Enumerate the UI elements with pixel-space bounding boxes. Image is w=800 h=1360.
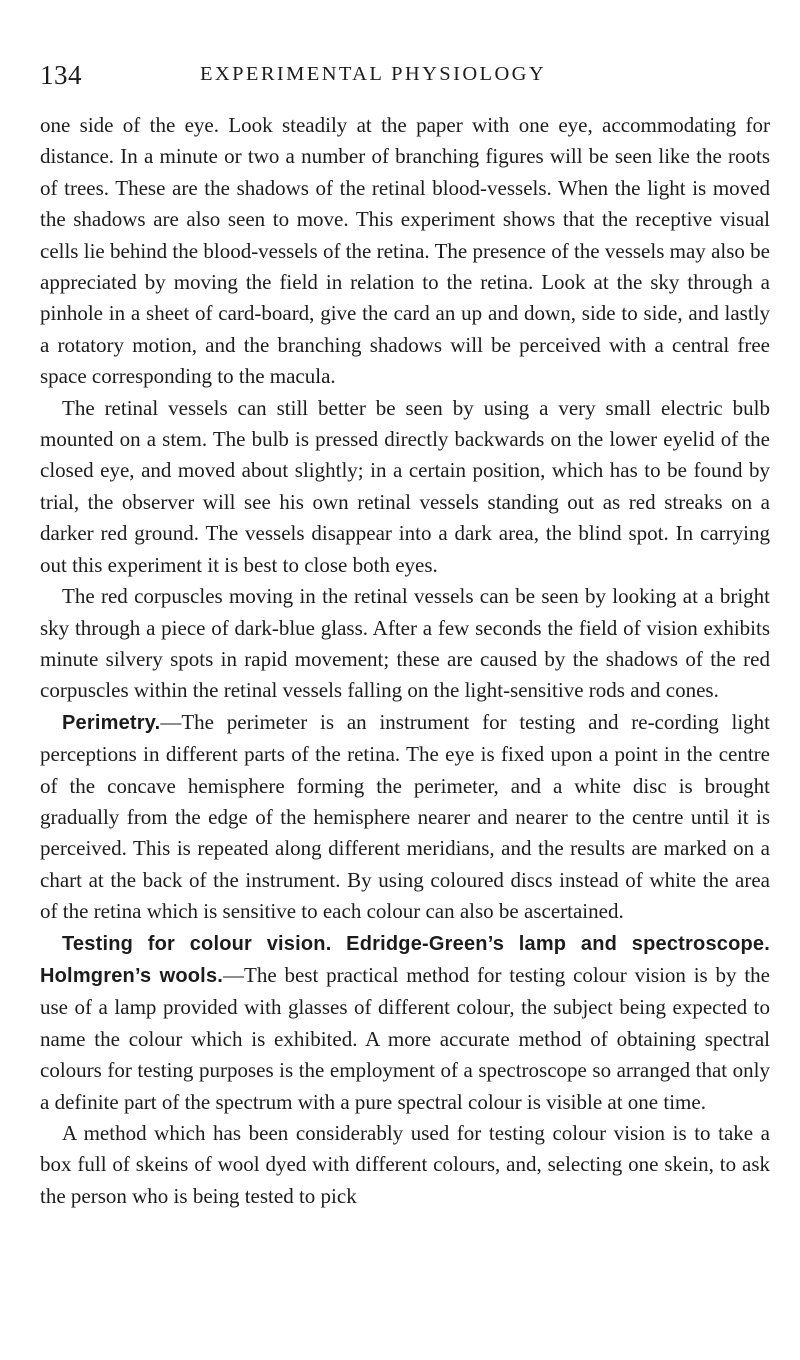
paragraph-perimetry [40,707,770,928]
paragraph-text: —The best practical method for testing colour vision is by the use of a lamp provided with glasses of different colour, the subject being expected to name the colour which is exhibited. A more accurate method of obtaining spectral colours for testing purposes is the employment of a spectroscope so arranged that only a definite part of the spectrum with a pure spectral colour is visible at one time. [40,962,770,1114]
paragraph-colour-vision [40,928,770,1118]
paragraph-holmgren-wools [40,1118,770,1212]
section-heading-colour-vision: Testing for colour vision. Edridge-Green’s lamp and spectroscope. Holmgren’s wools. [40,932,770,987]
paragraph-electric-bulb [40,393,770,581]
paragraph-text: The red corpuscles moving in the retinal vessels can be seen by looking at a bright sky through a piece of dark-blue glass. After a few seconds the field of vision exhibits minute silvery spots in rapid movement; these are caused by the shadows of the red corpuscles within the retinal vessels falling on the light-sensitive rods and cones. [40,584,770,703]
paragraph-text: one side of the eye. Look steadily at the paper with one eye, accommodating for distance. In a minute or two a number of branching figures will be seen like the roots of trees. These are the shadows of the retinal blood-vessels. When the light is moved the shadows are also seen to move. This experiment shows that the receptive visual cells lie behind the blood-vessels of the retina. The presence of the vessels may also be appreciated by moving the field in relation to the retina. Look at the sky through a pinhole in a sheet of card-board, give the card an up and down, side to side, and lastly a rotatory motion, and the branching shadows will be perceived with a central free space corresponding to the macula. [40,113,770,389]
paragraph-text: A method which has been considerably used for testing colour vision is to take a box full of skeins of wool dyed with different colours, and, selecting one skein, to ask the person who is being tested to pick [40,1121,770,1208]
paragraph-retinal-shadows [40,110,770,393]
section-heading-perimetry: Perimetry. [62,711,161,734]
page-number: 134 [40,60,82,90]
paragraph-red-corpuscles [40,581,770,707]
paragraph-text: The retinal vessels can still better be seen by using a very small electric bulb mounted on a stem. The bulb is pressed directly backwards on the lower eyelid of the closed eye, and moved about slightly; in a certain position, which has to be found by trial, the observer will see his own retinal vessels standing out as red streaks on a darker red ground. The vessels disappear into a dark area, the blind spot. In carrying out this experiment it is best to close both eyes. [40,395,770,577]
body-text [40,110,770,1212]
paragraph-text: —The perimeter is an instrument for testing and re-cording light perceptions in different parts of the retina. The eye is fixed upon a point in the centre of the concave hemisphere forming the perimeter, and a white disc is brought gradually from the edge of the hemisphere nearer and nearer to the centre until it is perceived. This is repeated along different meridians, and the results are marked on a chart at the back of the instrument. By using coloured discs instead of white the area of the retina which is sensitive to each colour can also be ascertained. [40,709,770,924]
running-head-title: EXPERIMENTAL PHYSIOLOGY [200,63,547,85]
running-head [40,60,780,90]
